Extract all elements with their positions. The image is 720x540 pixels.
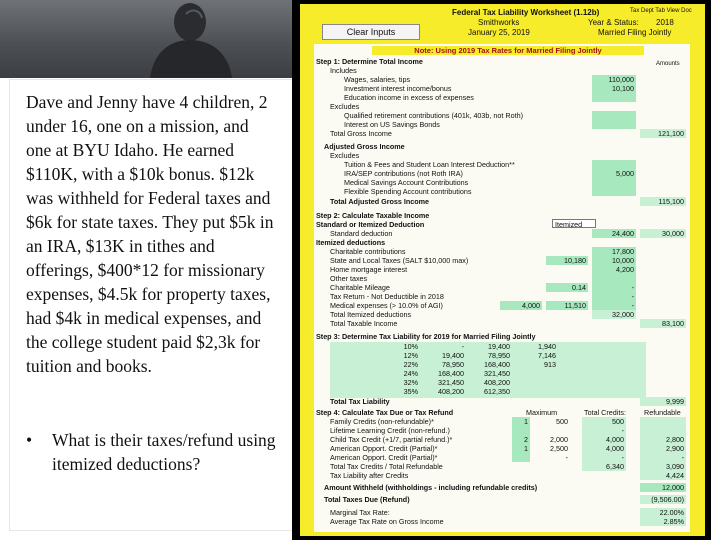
credit-total: 4,000 [582, 435, 626, 444]
bracket-upper: 612,350 [484, 387, 510, 396]
col-total-credits: Total Credits: [584, 408, 626, 417]
charitable-label: Charitable contributions [330, 247, 406, 256]
after-credits-label: Tax Liability after Credits [330, 471, 409, 480]
credit-max: 500 [556, 417, 568, 426]
total-due-label: Total Taxes Due (Refund) [324, 495, 410, 504]
includes-label: Includes [330, 66, 357, 75]
total-taxable-label: Total Taxable Income [330, 319, 398, 328]
total-gross-value: 121,100 [640, 129, 686, 138]
question [26, 428, 296, 476]
bracket-lower: - [461, 342, 464, 351]
fsa-label: Flexible Spending Account contributions [344, 187, 472, 196]
bracket-upper: 19,400 [488, 342, 510, 351]
marginal-value: 22.00% [640, 508, 686, 517]
salt-capped-value: 10,000 [592, 256, 636, 265]
bracket-tax: 1,940 [538, 342, 556, 351]
credit-label: Child Tax Credit (+1/7, partial refund.)* [330, 435, 453, 444]
credit-refundable: - [640, 453, 686, 462]
credit-max: 2,000 [550, 435, 568, 444]
average-value: 2.85% [640, 517, 686, 526]
step3-title: Step 3: Determine Tax Liability for 2019 for Married Filing Jointly [316, 332, 536, 341]
credit-label: Lifetime Learning Credit (non-refund.) [330, 426, 450, 435]
credit-label: Total Tax Credits / Total Refundable [330, 462, 443, 471]
credit-label: American Opport. Credit (Partial)* [330, 453, 438, 462]
total-agi-label: Total Adjusted Gross Income [330, 197, 430, 206]
medical-label: Medical expenses (> 10.0% of AGI) [330, 301, 443, 310]
education-label: Education income in excess of expenses [344, 93, 474, 102]
credit-count[interactable] [512, 426, 530, 435]
bracket-rate: 12% [403, 351, 418, 360]
credit-label: Family Credits (non-refundable)* [330, 417, 434, 426]
mileage-input[interactable]: 0.14 [546, 283, 588, 292]
withheld-input[interactable]: 12,000 [640, 483, 686, 492]
after-credits-value: 4,424 [640, 471, 686, 480]
msa-input[interactable] [592, 178, 636, 187]
col-maximum: Maximum [526, 408, 558, 417]
statue-image [120, 0, 260, 78]
total-itemized-label: Total Itemized deductions [330, 310, 412, 319]
bracket-lower: 321,450 [438, 378, 464, 387]
problem-text: Dave and Jenny have 4 children, 2 under 16, one on a mission, and one at BYU Idaho. He earned $110K, with a $10k bonus. $12k was withheld for Federal taxes and $6k for state taxes. They put $5k in an IRA, $13K in tithes and offerings, $400*12 for missionary expenses, $4.5k for property taxes, had $4k in medical expenses, and the college student paid $2,3k for tuition and books. [26, 92, 274, 376]
tuition-input[interactable] [592, 160, 636, 169]
agi-title: Adjusted Gross Income [324, 142, 405, 151]
itemized-title: Itemized deductions [316, 238, 386, 247]
investment-label: Investment interest income/bonus [344, 84, 452, 93]
credit-total: - [582, 453, 626, 462]
credit-count[interactable]: 1 [512, 444, 530, 453]
ira-label: IRA/SEP contributions (not Roth IRA) [344, 169, 463, 178]
wages-input[interactable]: 110,000 [592, 75, 636, 84]
other-taxes-label: Other taxes [330, 274, 368, 283]
amounts-header: Amounts [656, 61, 680, 67]
col-refundable: Refundable [644, 408, 681, 417]
withheld-label: Amount Withheld (withholdings - including refundable credits) [324, 483, 538, 492]
salt-input[interactable]: 10,180 [546, 256, 588, 265]
total-due-value: (9,506.00) [640, 495, 686, 504]
average-label: Average Tax Rate on Gross Income [330, 517, 444, 526]
date-value: January 25, 2019 [468, 28, 530, 37]
credit-total: - [582, 426, 626, 435]
rate-note: Note: Using 2019 Tax Rates for Married Filing Jointly [372, 46, 644, 55]
fsa-input[interactable] [592, 187, 636, 196]
bracket-lower: 408,200 [438, 387, 464, 396]
bracket-lower: 168,400 [438, 369, 464, 378]
name-value: Smithworks [478, 18, 520, 27]
bracket-rate: 35% [403, 387, 418, 396]
total-taxable-value: 83,100 [640, 319, 686, 328]
bracket-upper: 408,200 [484, 378, 510, 387]
bracket-rate: 24% [403, 369, 418, 378]
bracket-tax: 913 [544, 360, 556, 369]
step1-title: Step 1: Determine Total Income [316, 57, 423, 66]
credit-refundable [640, 417, 686, 426]
step2-title: Step 2: Calculate Taxable Income [316, 211, 430, 220]
credit-count[interactable]: 2 [512, 435, 530, 444]
msa-label: Medical Savings Account Contributions [344, 178, 469, 187]
standard-label: Standard deduction [330, 229, 393, 238]
tax-return-label: Tax Return - Not Deductible in 2018 [330, 292, 444, 301]
bracket-rate: 10% [403, 342, 418, 351]
worksheet-title: Federal Tax Liability Worksheet (1.12b) [452, 8, 600, 17]
us-savings-input[interactable] [592, 120, 636, 129]
mileage-label: Charitable Mileage [330, 283, 390, 292]
bracket-rate: 32% [403, 378, 418, 387]
credit-count[interactable] [512, 453, 530, 462]
total-gross-label: Total Gross Income [330, 129, 392, 138]
tax-worksheet [300, 4, 705, 536]
medical-total: - [592, 301, 636, 310]
bracket-lower: 78,950 [442, 360, 464, 369]
credit-total: 4,000 [582, 444, 626, 453]
bracket-tax: 7,146 [538, 351, 556, 360]
credit-refundable: 2,800 [640, 435, 686, 444]
bullet: • [26, 430, 33, 450]
clear-inputs-button[interactable]: Clear Inputs [322, 24, 420, 40]
salt-label: State and Local Taxes (SALT $10,000 max) [330, 256, 469, 265]
tax-return-total: - [592, 292, 636, 301]
ira-input[interactable]: 5,000 [592, 169, 636, 178]
credit-max: - [565, 453, 568, 462]
tuition-label: Tuition & Fees and Student Loan Interest Deduction** [344, 160, 515, 169]
mortgage-label: Home mortgage interest [330, 265, 408, 274]
qualified-input[interactable] [592, 111, 636, 120]
question-text: What is their taxes/refund using itemized deductions? [52, 430, 276, 474]
credit-label: American Opport. Credit (Partial)* [330, 444, 438, 453]
mortgage-input[interactable]: 4,200 [592, 265, 636, 274]
excludes-label: Excludes [330, 102, 360, 111]
credit-count[interactable]: 1 [512, 417, 530, 426]
qualified-label: Qualified retirement contributions (401k, 403b, not Roth) [344, 111, 523, 120]
mileage-total: - [592, 283, 636, 292]
total-agi-value: 115,100 [640, 197, 686, 206]
standard-right-value: 30,000 [640, 229, 686, 238]
credit-total: 6,340 [582, 462, 626, 471]
total-liability-label: Total Tax Liability [330, 397, 390, 406]
year-status-label: Year & Status: [588, 18, 639, 27]
status-value[interactable]: Married Filing Jointly [598, 28, 672, 37]
us-savings-label: Interest on US Savings Bonds [344, 120, 440, 129]
credit-max: 2,500 [550, 444, 568, 453]
credit-refundable: 2,900 [640, 444, 686, 453]
total-itemized-value: 32,000 [592, 310, 636, 319]
credit-total: 500 [582, 417, 626, 426]
credit-refundable: 3,090 [640, 462, 686, 471]
charitable-input[interactable]: 17,800 [592, 247, 636, 256]
year-value: 2018 [656, 18, 674, 27]
agi-excludes-label: Excludes [330, 151, 360, 160]
education-input[interactable] [592, 93, 636, 102]
marginal-label: Marginal Tax Rate: [330, 508, 390, 517]
statue-photo [0, 0, 300, 78]
standard-value: 24,400 [592, 229, 636, 238]
wages-label: Wages, salaries, tips [344, 75, 411, 84]
medical-threshold: 11,510 [546, 301, 588, 310]
worksheet-title-right: Tax Dept Tab View Doc [630, 8, 692, 14]
credit-refundable [640, 426, 686, 435]
total-liability-value: 9,999 [640, 397, 686, 406]
bracket-upper: 78,950 [488, 351, 510, 360]
other-taxes-input[interactable] [592, 274, 636, 283]
std-itemized-label: Standard or Itemized Deduction [316, 220, 425, 229]
investment-input[interactable]: 10,100 [592, 84, 636, 93]
bracket-lower: 19,400 [442, 351, 464, 360]
bracket-upper: 168,400 [484, 360, 510, 369]
bracket-rate: 22% [403, 360, 418, 369]
step4-title: Step 4: Calculate Tax Due or Tax Refund [316, 408, 454, 417]
medical-input[interactable]: 4,000 [500, 301, 542, 310]
bracket-upper: 321,450 [484, 369, 510, 378]
deduction-type-dropdown[interactable]: Itemized [552, 219, 596, 228]
